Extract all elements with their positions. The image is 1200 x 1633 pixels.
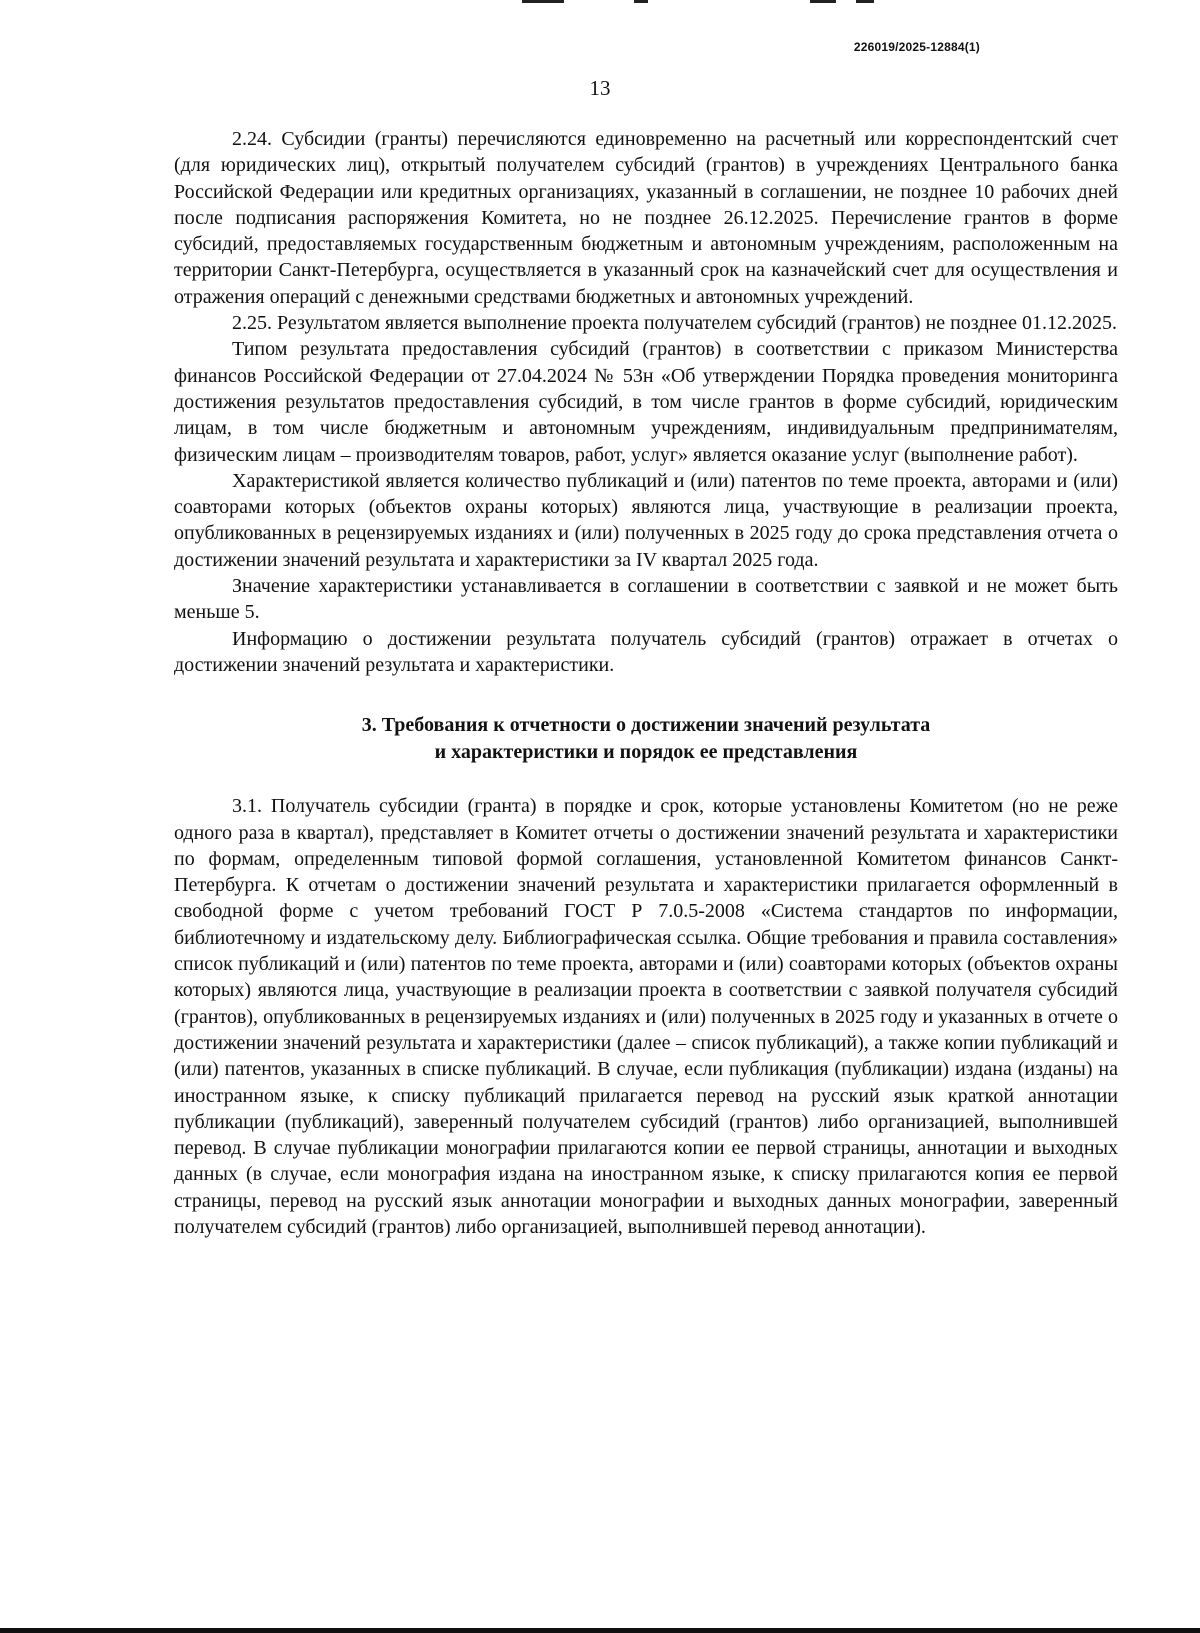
scan-bottom-edge bbox=[0, 1628, 1200, 1633]
paragraph-2-24: 2.24. Субсидии (гранты) перечисляются единовременно на расчетный или корреспондентский счет (для юридических лиц), открытый получателем субсидий (грантов) в учреждениях Центрального банка Российской Федерации или кредитных организациях, указанный в соглашении, не позднее 10 рабочих дней после подписания распоряжения Комитета, но не позднее 26.12.2025. Перечисление грантов в форме субсидий, предоставляемых государственным бюджетным и автономным учреждениям, расположенным на территории Санкт-Петербурга, осуществляется в указанный срок на казначейский счет для осуществления и отражения операций с денежными средствами бюджетных и автономных учреждений. bbox=[174, 128, 1118, 308]
paragraph-2-25: 2.25. Результатом является выполнение проекта получателем субсидий (грантов) не позднее 01.12.2025. bbox=[232, 312, 1117, 335]
paragraph-3-1: 3.1. Получатель субсидии (гранта) в порядке и срок, которые установлены Комитетом (но не реже одного раза в квартал), представляет в Комитет отчеты о достижении значений результата и характеристики по формам, определенным типовой формой соглашения, установленной Комитетом финансов Санкт-Петербурга. К отчетам о достижении значений результата и характеристики прилагается оформленный в свободной форме с учетом требований ГОСТ Р 7.0.5-2008 «Система стандартов по информации, библиотечному и издательскому делу. Библиографическая ссылка. Общие требования и правила составления» список публикаций и (или) патентов по теме проекта, авторами и (или) соавторами которых (объектов охраны которых) являются лица, участвующие в реализации проекта в соответствии с заявкой получателя субсидий (грантов), опубликованных в рецензируемых изданиях и (или) полученных в 2025 году и указанных в отчете о достижении значений результата и характеристики (далее – список публикаций), а также копии публикаций и (или) патентов, указанных в списке публикаций. В случае, если публикация (публикации) издана (изданы) на иностранном языке, к списку публикаций прилагается перевод на русский язык краткой аннотации публикации (публикаций), заверенный получателем субсидий (грантов) либо организацией, выполнившей перевод. В случае публикации монографии прилагаются копии ее первой страницы, аннотации и выходных данных (в случае, если монография издана на иностранном языке, к списку прилагаются копия ее первой страницы, перевод на русский язык аннотации монографии и выходных данных монографии, заверенный получателем субсидий (грантов) либо организацией, выполнившей перевод аннотации). bbox=[174, 795, 1118, 1238]
section-3-heading bbox=[174, 712, 1118, 766]
section-3-heading-line-2: и характеристики и порядок ее представления bbox=[434, 741, 858, 764]
paragraph-characteristic-value: Значение характеристики устанавливается в соглашении в соответствии с заявкой и не может быть меньше 5. bbox=[174, 575, 1118, 624]
scan-top-marks bbox=[0, 0, 1200, 8]
document-body bbox=[174, 126, 1118, 1240]
paragraph-characteristic: Характеристикой является количество публикаций и (или) патентов по теме проекта, авторами и (или) соавторами которых (объектов охраны которых) являются лица, участвующие в реализации проекта, опубликованных в рецензируемых изданиях и (или) полученных в 2025 году до срока представления отчета о достижении значений результата и характеристики за IV квартал 2025 года. bbox=[174, 469, 1118, 571]
paragraph-result-info: Информацию о достижении результата получатель субсидий (грантов) отражает в отчетах о достижении значений результата и характеристики. bbox=[174, 627, 1118, 676]
document-id: 226019/2025-12884(1) bbox=[853, 40, 980, 54]
section-3-heading-line-1: 3. Требования к отчетности о достижении значений результата bbox=[361, 714, 931, 737]
page-number: 13 bbox=[589, 76, 611, 100]
paragraph-result-type: Типом результата предоставления субсидий (грантов) в соответствии с приказом Министерства финансов Российской Федерации от 27.04.2024 № 53н «Об утверждении Порядка проведения мониторинга достижения результатов предоставления субсидий, в том числе грантов в форме субсидий, юридическим лицам, в том числе бюджетным и автономным учреждениям, индивидуальным предпринимателям, физическим лицам – производителям товаров, работ, услуг» является оказание услуг (выполнение работ). bbox=[174, 338, 1118, 466]
